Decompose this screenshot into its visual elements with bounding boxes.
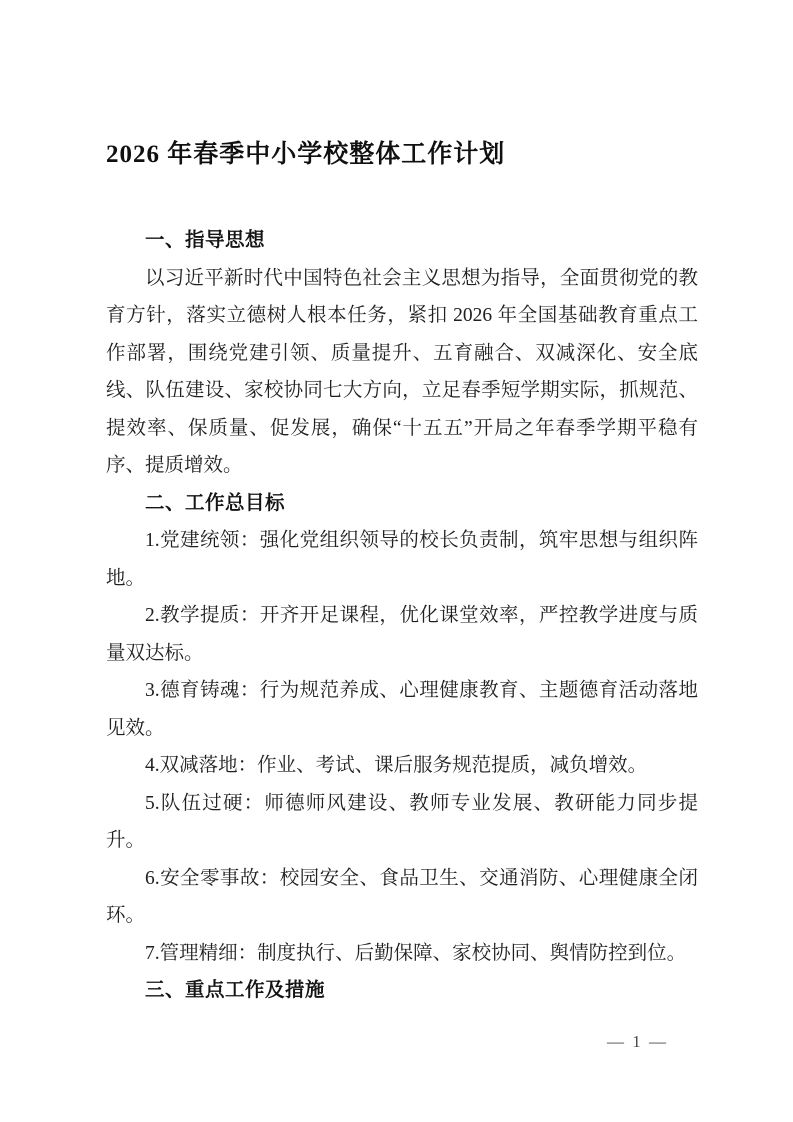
paragraph-guiding-ideology: 以习近平新时代中国特色社会主义思想为指导，全面贯彻党的教育方针，落实立德树人根本任务，紧扣 2026 年全国基础教育重点工作部署，围绕党建引领、质量提升、五育融合、双减深化、安全底线、队伍建设、家校协同七大方向，立足春季短学期实际，抓规范、提效率、保质量、促发展，确保“十五五”开局之年春季学期平稳有序、提质增效。	[106, 267, 698, 476]
document-title: 2026 年春季中小学校整体工作计划	[106, 141, 506, 168]
goal-item-6: 6.安全零事故：校园安全、食品卫生、交通消防、心理健康全闭环。	[106, 867, 698, 926]
section-heading-overall-goals: 二、工作总目标	[145, 491, 286, 514]
goal-item-1: 1.党建统领：强化党组织领导的校长负责制，筑牢思想与组织阵地。	[106, 530, 698, 589]
goal-item-2: 2.教学提质：开齐开足课程，优化课堂效率，严控教学进度与质量双达标。	[106, 605, 698, 664]
goal-item-3: 3.德育铸魂：行为规范养成、心理健康教育、主题德育活动落地见效。	[106, 680, 698, 739]
section-heading-key-work: 三、重点工作及措施	[145, 979, 326, 1001]
section-heading-guiding-ideology: 一、指导思想	[145, 229, 266, 251]
page-number: — 1 —	[607, 1032, 668, 1051]
goal-item-4: 4.双减落地：作业、考试、课后服务规范提质，减负增效。	[145, 755, 648, 776]
goal-item-5: 5.队伍过硬：师德师风建设、教师专业发展、教研能力同步提升。	[106, 792, 698, 851]
goal-item-7: 7.管理精细：制度执行、后勤保障、家校协同、舆情防控到位。	[145, 942, 687, 964]
document-content	[106, 137, 698, 1010]
